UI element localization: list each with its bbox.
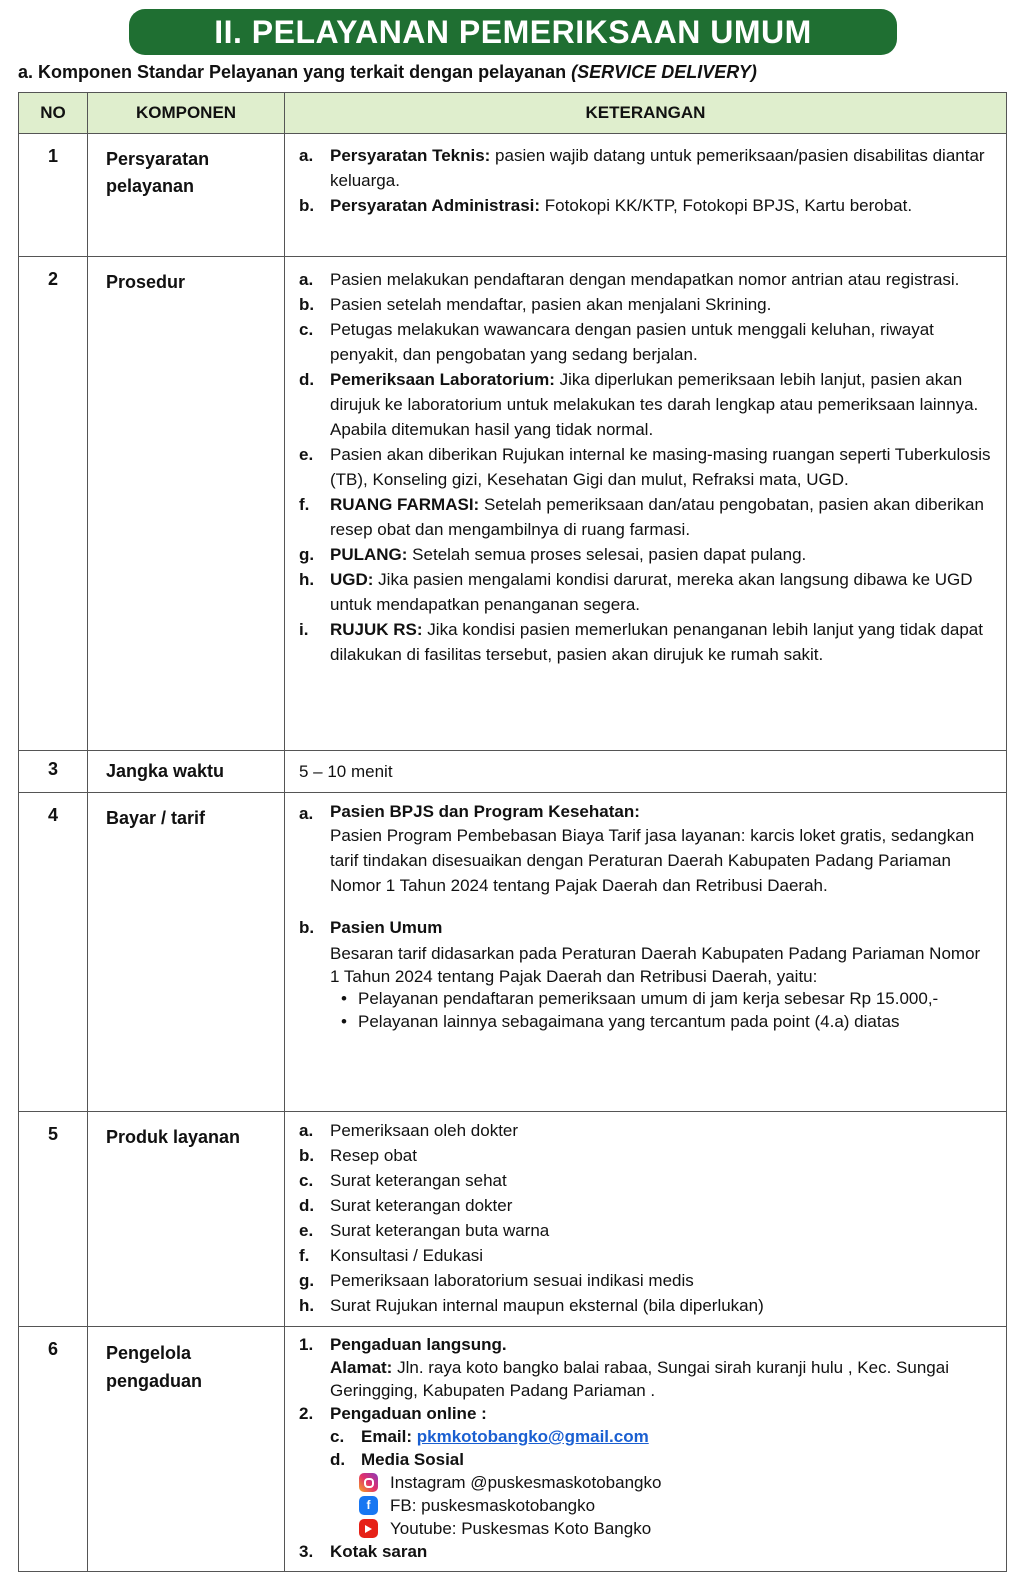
list-item: c. Email: pkmkotobangko@gmail.com bbox=[330, 1427, 649, 1446]
list-item: h. UGD: Jika pasien mengalami kondisi darurat, mereka akan langsung dibawa ke UGD untuk mendapatkan penanganan segera. bbox=[299, 570, 973, 614]
table-row bbox=[19, 793, 1007, 1112]
row-component: Persyaratan pelayanan bbox=[88, 134, 285, 257]
list-item: h. Surat Rujukan internal maupun eksternal (bila diperlukan) bbox=[299, 1296, 764, 1315]
table-header-row bbox=[19, 93, 1007, 134]
list-item: c. Surat keterangan sehat bbox=[299, 1171, 507, 1190]
header-komponen: KOMPONEN bbox=[88, 93, 285, 134]
list-item: d. Surat keterangan dokter bbox=[299, 1196, 513, 1215]
row-number: 1 bbox=[19, 134, 88, 257]
bullet-item: • Pelayanan pendaftaran pemeriksaan umum di jam kerja sebesar Rp 15.000,- bbox=[341, 989, 939, 1008]
row-number: 6 bbox=[19, 1327, 88, 1572]
list-item: a. Pasien melakukan pendaftaran dengan mendapatkan nomor antrian atau registrasi. bbox=[299, 270, 960, 289]
service-standard-table bbox=[18, 92, 1007, 1572]
header-keterangan: KETERANGAN bbox=[285, 93, 1007, 134]
list-item: b. Persyaratan Administrasi: Fotokopi KK/KTP, Fotokopi BPJS, Kartu berobat. bbox=[299, 196, 913, 215]
list-item: e. Surat keterangan buta warna bbox=[299, 1221, 550, 1240]
list-item: a. Persyaratan Teknis: pasien wajib datang untuk pemeriksaan/pasien disabilitas diantar keluarga. bbox=[299, 146, 985, 190]
list-item: 2. Pengaduan online : c. Email: pkmkotobangko@gmail.com d. Media Sosial Instagram @puskesmaskotobangko f FB: puskesmaskotobangko Youtube: Puskesmas Koto Bangko bbox=[299, 1402, 992, 1540]
list-item: b. Resep obat bbox=[299, 1146, 417, 1165]
list-item: 3. Kotak saran bbox=[299, 1542, 428, 1561]
list-item: i. RUJUK RS: Jika kondisi pasien memerlukan penanganan lebih lanjut yang tidak dapat dilakukan di fasilitas tersebut, pasien akan dirujuk ke rumah sakit. bbox=[299, 620, 983, 664]
row-description bbox=[285, 793, 1007, 1112]
table-row bbox=[19, 1112, 1007, 1327]
row-description bbox=[285, 134, 1007, 257]
row-description bbox=[285, 257, 1007, 751]
row-component: Jangka waktu bbox=[88, 751, 285, 793]
social-facebook[interactable]: f FB: puskesmaskotobangko bbox=[359, 1494, 992, 1517]
row-number: 2 bbox=[19, 257, 88, 751]
row-description bbox=[285, 1112, 1007, 1327]
row-component: Pengelola pengaduan bbox=[88, 1327, 285, 1572]
row-component: Produk layanan bbox=[88, 1112, 285, 1327]
social-youtube[interactable]: Youtube: Puskesmas Koto Bangko bbox=[359, 1517, 992, 1540]
page-banner: II. PELAYANAN PEMERIKSAAN UMUM bbox=[129, 9, 897, 55]
list-item: f. RUANG FARMASI: Setelah pemeriksaan dan/atau pengobatan, pasien akan diberikan resep obat dan mengambilnya di ruang farmasi. bbox=[299, 495, 984, 539]
email-link[interactable]: pkmkotobangko@gmail.com bbox=[416, 1427, 649, 1446]
list-item: g. Pemeriksaan laboratorium sesuai indikasi medis bbox=[299, 1271, 694, 1290]
list-item: g. PULANG: Setelah semua proses selesai, pasien dapat pulang. bbox=[299, 545, 807, 564]
facebook-icon: f bbox=[359, 1496, 378, 1515]
row-number: 3 bbox=[19, 751, 88, 793]
row-number: 4 bbox=[19, 793, 88, 1112]
row-component: Bayar / tarif bbox=[88, 793, 285, 1112]
list-item: a. Pemeriksaan oleh dokter bbox=[299, 1121, 519, 1140]
row-number: 5 bbox=[19, 1112, 88, 1327]
header-no: NO bbox=[19, 93, 88, 134]
table-row bbox=[19, 1327, 1007, 1572]
list-item: d. Pemeriksaan Laboratorium: Jika diperlukan pemeriksaan lebih lanjut, pasien akan dirujuk ke laboratorium untuk melakukan tes darah lengkap atau pemeriksaan lainnya. Apabila ditemukan hasil yang tidak normal. bbox=[299, 370, 979, 439]
row-component: Prosedur bbox=[88, 257, 285, 751]
list-item: d. Media Sosial bbox=[330, 1450, 464, 1469]
list-item: b. Pasien Umum Besaran tarif didasarkan pada Peraturan Daerah Kabupaten Padang Pariaman Nomor 1 Tahun 2024 tentang Pajak Daerah dan Retribusi Daerah, yaitu: • Pelayanan pendaftaran pemeriksaan umum di jam kerja sebesar Rp 15.000,- • Pelayanan lainnya sebagaimana yang tercantum pada point (4.a) diatas bbox=[299, 915, 992, 1033]
youtube-icon bbox=[359, 1519, 378, 1538]
row-description bbox=[285, 1327, 1007, 1572]
instagram-icon bbox=[359, 1473, 378, 1492]
list-item: b. Pasien setelah mendaftar, pasien akan menjalani Skrining. bbox=[299, 295, 772, 314]
social-instagram[interactable]: Instagram @puskesmaskotobangko bbox=[359, 1471, 992, 1494]
section-subtitle: a. Komponen Standar Pelayanan yang terkait dengan pelayanan (SERVICE DELIVERY) bbox=[18, 62, 757, 82]
list-item: c. Petugas melakukan wawancara dengan pasien untuk menggali keluhan, riwayat penyakit, dan pengobatan yang sedang berjalan. bbox=[299, 320, 934, 364]
table-row bbox=[19, 134, 1007, 257]
list-item: a. Pasien BPJS dan Program Kesehatan: Pasien Program Pembebasan Biaya Tarif jasa layanan: karcis loket gratis, sedangkan tarif tindakan disesuaikan dengan Peraturan Daerah Kabupaten Padang Pariaman Nomor 1 Tahun 2024 tentang Pajak Daerah dan Retribusi Daerah. bbox=[299, 802, 975, 895]
table-row bbox=[19, 257, 1007, 751]
list-item: e. Pasien akan diberikan Rujukan internal ke masing-masing ruangan seperti Tuberkulosis (TB), Konseling gizi, Kesehatan Gigi dan mulut, Refraksi mata, UGD. bbox=[299, 445, 991, 489]
list-item: 1. Pengaduan langsung. Alamat: Jln. raya koto bangko balai rabaa, Sungai sirah kuranji hulu , Kec. Sungai Geringging, Kabupaten Padang Pariaman . bbox=[299, 1335, 949, 1400]
list-item: f. Konsultasi / Edukasi bbox=[299, 1246, 484, 1265]
bullet-item: • Pelayanan lainnya sebagaimana yang tercantum pada point (4.a) diatas bbox=[341, 1011, 900, 1031]
table-row bbox=[19, 751, 1007, 793]
row-description: 5 – 10 menit bbox=[285, 751, 1007, 793]
